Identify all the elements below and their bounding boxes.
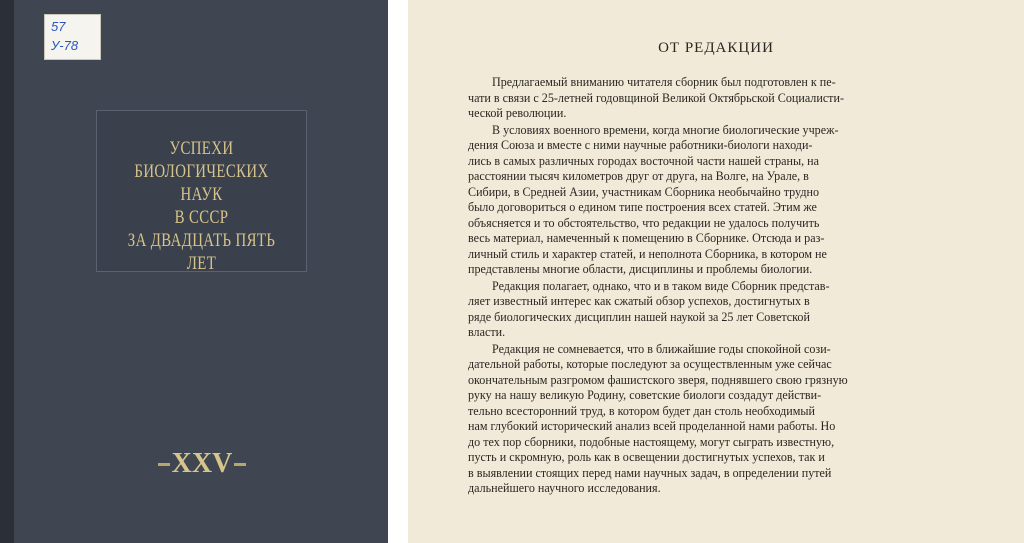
book-page: [408, 0, 1024, 543]
paragraph: [468, 123, 984, 278]
text-line: Предлагаемый вниманию читателя сборник был подготовлен к пе-: [492, 75, 836, 89]
text-line: В условиях военного времени, когда многие биологические учреж-: [492, 122, 839, 137]
text-line: дательной работы, которые последуют за осуществленным уже сейчас: [468, 357, 832, 371]
text-line: руку на нашу великую Родину, советские биологи создадут действи-: [468, 388, 822, 402]
cover-title-line-1: УСПЕХИ: [169, 138, 234, 159]
sticker-line-2: У-78: [51, 38, 79, 53]
paragraph: [468, 75, 984, 122]
text-line: весь материал, намеченный к помещению в Сборнике. Отсюда и раз-: [468, 231, 825, 245]
text-line: Сибири, в Средней Азии, участникам Сборника необычайно трудно: [468, 184, 820, 199]
text-line: до тех пор сборники, подобные настоящему, могут сыграть известную,: [468, 434, 835, 449]
text-line: лись в самых различных городах восточной части нашей страны, на: [468, 153, 819, 168]
text-line: Редакция полагает, однако, что и в таком виде Сборник представ-: [492, 278, 830, 293]
text-line: дения Союза и вместе с ними научные работники-биологи находи-: [468, 138, 813, 152]
cover-title-panel: [96, 110, 307, 272]
text-line: ряде биологических дисциплин нашей наукой за 25 лет Советской: [468, 309, 810, 324]
page-heading: ОТ РЕДАКЦИИ: [658, 40, 774, 56]
text-line: было договориться о едином типе построения всех статей. Этим же: [468, 200, 817, 214]
text-line: расстоянии тысяч километров друг от друга, на Волге, на Урале, в: [468, 169, 809, 183]
text-line: окончательным разгромом фашистского зверя, поднявшего свою грязную: [468, 372, 848, 387]
emblem-numeral: XXV: [171, 448, 233, 479]
paragraph: [468, 279, 984, 341]
sticker-line-1: 57: [51, 19, 66, 34]
cover-title-line-4: ЗА ДВАДЦАТЬ ПЯТЬ ЛЕТ: [127, 230, 276, 274]
text-line: дальнейшего научного исследования.: [468, 481, 661, 495]
paragraph: [468, 342, 984, 497]
cover-title-line-3: В СССР: [174, 207, 229, 228]
emblem-bar-right: [234, 463, 246, 466]
text-line: личный стиль и характер статей, и неполнота Сборника, в котором не: [468, 246, 827, 261]
text-line: объясняется и то обстоятельство, что редакции не удалось получить: [468, 215, 820, 230]
page-body: [468, 75, 984, 498]
cover-emblem: [158, 449, 246, 479]
text-line: ческой революции.: [468, 106, 567, 120]
text-line: чати в связи с 25-летней годовщиной Великой Октябрьской Социалисти-: [468, 90, 844, 105]
text-line: представлены многие области, дисциплины и проблемы биологии.: [468, 262, 813, 276]
text-line: Редакция не сомневается, что в ближайшие годы спокойной сози-: [492, 341, 831, 356]
text-line: нам глубокий исторический анализ всей проделанной нами работы. Но: [468, 419, 836, 433]
text-line: власти.: [468, 325, 506, 339]
text-line: пусть и скромную, роль как в освещении достигнутых успехов, так и: [468, 450, 825, 464]
library-sticker: [44, 14, 101, 60]
book-cover: [0, 0, 388, 543]
text-line: ляет известный интерес как сжатый обзор успехов, достигнутых в: [468, 294, 810, 308]
emblem-bar-left: [158, 463, 170, 466]
cover-title-line-2: БИОЛОГИЧЕСКИХ НАУК: [134, 161, 269, 205]
text-line: в выявлении стоящих перед нами научных задач, в определении путей: [468, 465, 832, 480]
text-line: тельно всесторонний труд, в котором будет дан столь необходимый: [468, 403, 816, 418]
